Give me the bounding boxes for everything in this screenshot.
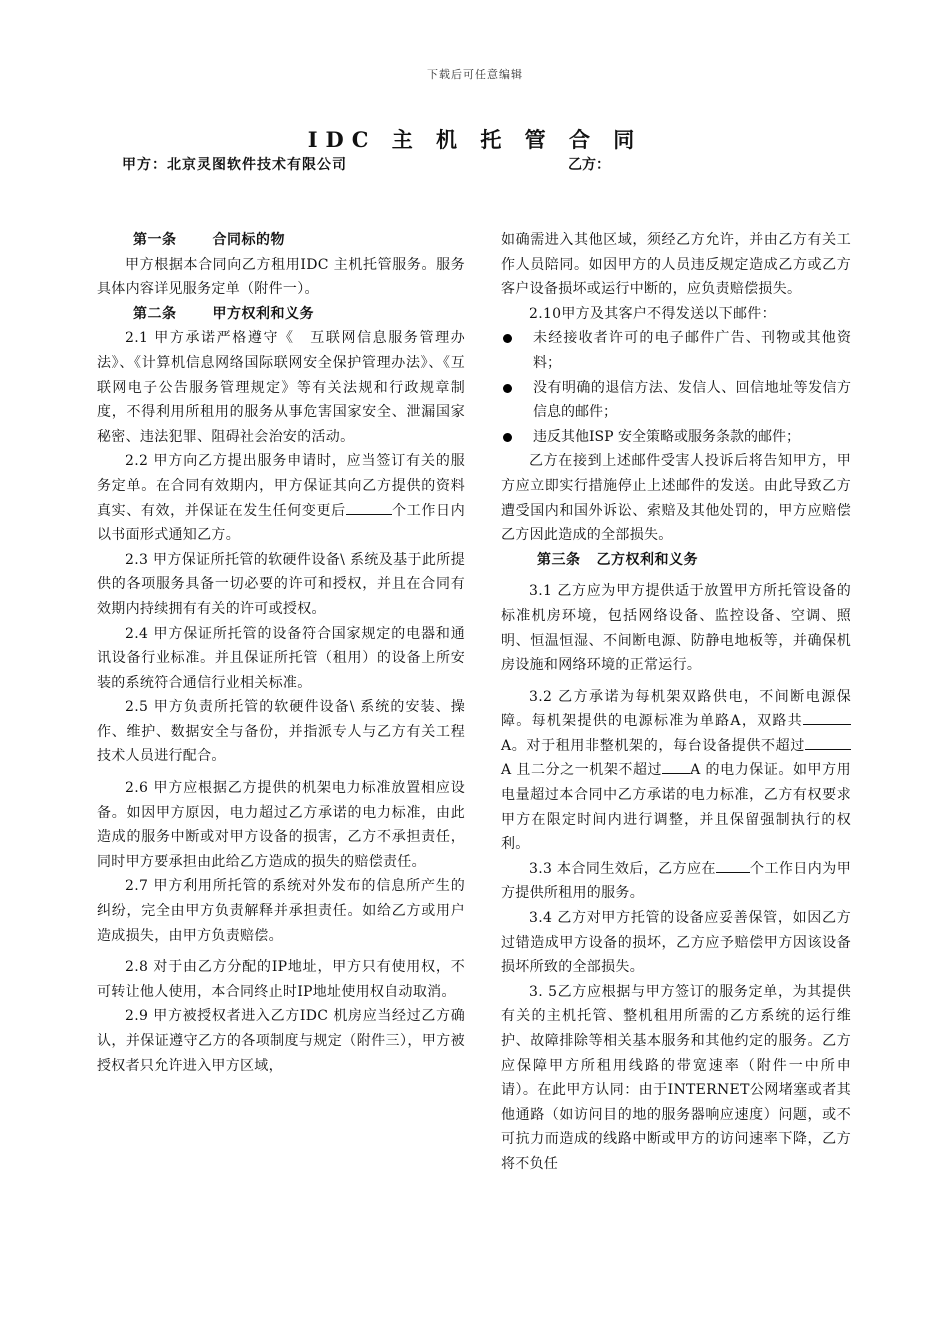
- clause-3-1: 3.1 乙方应为甲方提供适于放置甲方所托管设备的标准机房环境，包括网络设备、监控设备、空调、照明、恒温恒湿、不间断电源、防静电地板等，并确保机房设施和网络环境的正常运行。: [501, 583, 851, 674]
- bullet-icon: [503, 384, 512, 393]
- article-1-heading: 第一条 合同标的物: [133, 232, 285, 248]
- clause-3-2: 3.2 乙方承诺为每机架双路供电，不间断电源保障。每机架提供的电源标准为单路A，双路共A。对于租用非整机架的，每台设备提供不超过A 且二分之一机架不超过 A 的电力保证。如甲方用电量超过本合同中乙方承诺的电力标准，乙方有权要求甲方在限定时间内进行调整，并且保留强制执行的权利。: [501, 688, 851, 853]
- article-3-heading: 第三条 乙方权利和义务: [537, 551, 698, 568]
- clause-2-9-continued: 如确需进入其他区域，须经乙方允许，并由乙方有关工作人员陪同。如因甲方的人员违反规定造成乙方或乙方客户设备损坏或运行中断的，应负责赔偿损失。: [501, 232, 851, 298]
- header-note: 下载后可任意编辑: [427, 68, 523, 81]
- clause-2-1: 2.1 甲方承诺严格遵守《 互联网信息服务管理办法》、《计算机信息网络国际联网安全保护管理办法》、《互联网电子公告服务管理规定》等有关法规和行政规章制度，不得利用所租用的服务从事危害国家安全、泄漏国家秘密、违法犯罪、阻碍社会治安的活动。: [97, 330, 465, 445]
- list-item: 未经接收者许可的电子邮件广告、刊物或其他资料；: [501, 326, 851, 375]
- clause-2-7: 2.7 甲方利用所托管的系统对外发布的信息所产生的纠纷，完全由甲方负责解释并承担责任。如给乙方或用户造成损失，由甲方负责赔偿。: [97, 878, 465, 944]
- clause-2-5: 2.5 甲方负责所托管的软硬件设备\ 系统的安装、操作、维护、数据安全与备份，并指派专人与乙方有关工程技术人员进行配合。: [97, 699, 465, 765]
- clause-2-3: 2.3 甲方保证所托管的软硬件设备\ 系统及基于此所提供的各项服务具备一切必要的许可和授权，并且在合同有效期内持续拥有有关的许可或授权。: [97, 551, 465, 617]
- contract-title: IDC 主 机 托 管 合 同: [307, 127, 643, 152]
- left-column: [97, 228, 465, 1078]
- clause-2-8: 2.8 对于由乙方分配的IP地址，甲方只有使用权，不可转让他人使用，本合同终止时IP地址使用权自动取消。: [97, 959, 465, 1000]
- right-column: [501, 228, 851, 1177]
- party-a: 甲方：北京灵图软件技术有限公司: [122, 157, 347, 173]
- list-item: 没有明确的退信方法、发信人、回信地址等发信方信息的邮件；: [501, 376, 851, 425]
- prohibited-mail-list: [501, 326, 851, 449]
- clause-2-10-after: 乙方在接到上述邮件受害人投诉后将告知甲方，甲方应立即实行措施停止上述邮件的发送。由此导致乙方遭受国内和国外诉讼、索赔及其他处罚的，甲方应赔偿乙方因此造成的全部损失。: [501, 453, 851, 544]
- article-2-heading: 第二条 甲方权利和义务: [133, 305, 314, 322]
- clause-2-4: 2.4 甲方保证所托管的设备符合国家规定的电器和通讯设备行业标准。并且保证所托管（租用）的设备上所安装的系统符合通信行业相关标准。: [97, 625, 465, 691]
- clause-3-5: 3. 5乙方应根据与甲方签订的服务定单，为其提供有关的主机托管、整机租用所需的乙方系统的运行维护、故障排除等相关基本服务和其他约定的服务。乙方应保障甲方所租用线路的带宽速率（附件一中所申请）。在此甲方认同：由于INTERNET公网堵塞或者其他通路（如访问目的地的服务器响应速度）问题，或不可抗力而造成的线路中断或甲方的访问速率下降，乙方将不负任: [501, 983, 851, 1172]
- list-item: 违反其他ISP 安全策略或服务条款的邮件；: [501, 425, 851, 450]
- bullet-icon: [503, 433, 512, 442]
- clause-3-3: 3.3 本合同生效后，乙方应在 个工作日内为甲方提供所租用的服务。: [501, 860, 851, 902]
- article-1-text: 甲方根据本合同向乙方租用IDC 主机托管服务。服务具体内容详见服务定单（附件一）。: [97, 256, 465, 298]
- clause-3-4: 3.4 乙方对甲方托管的设备应妥善保管，如因乙方过错造成甲方设备的损坏，乙方应予赔偿甲方因该设备损坏所致的全部损失。: [501, 910, 851, 976]
- clause-2-10: 2.10甲方及其客户不得发送以下邮件：: [529, 305, 776, 322]
- clause-2-2: 2.2 甲方向乙方提出服务申请时，应当签订有关的服务定单。在合同有效期内，甲方保证其向乙方提供的资料真实、有效，并保证在发生任何变更后 个工作日内以书面形式通知乙方。: [97, 453, 465, 544]
- clause-2-9: 2.9 甲方被授权者进入乙方IDC 机房应当经过乙方确认，并保证遵守乙方的各项制度与规定（附件三），甲方被授权者只允许进入甲方区域，: [97, 1008, 465, 1074]
- party-b: 乙方：: [568, 157, 610, 173]
- clause-2-6: 2.6 甲方应根据乙方提供的机架电力标准放置相应设备。如因甲方原因，电力超过乙方承诺的电力标准，由此造成的服务中断或对甲方设备的损害，乙方不承担责任，同时甲方要承担由此给乙方造成的损失的赔偿责任。: [97, 780, 465, 870]
- bullet-icon: [503, 334, 512, 343]
